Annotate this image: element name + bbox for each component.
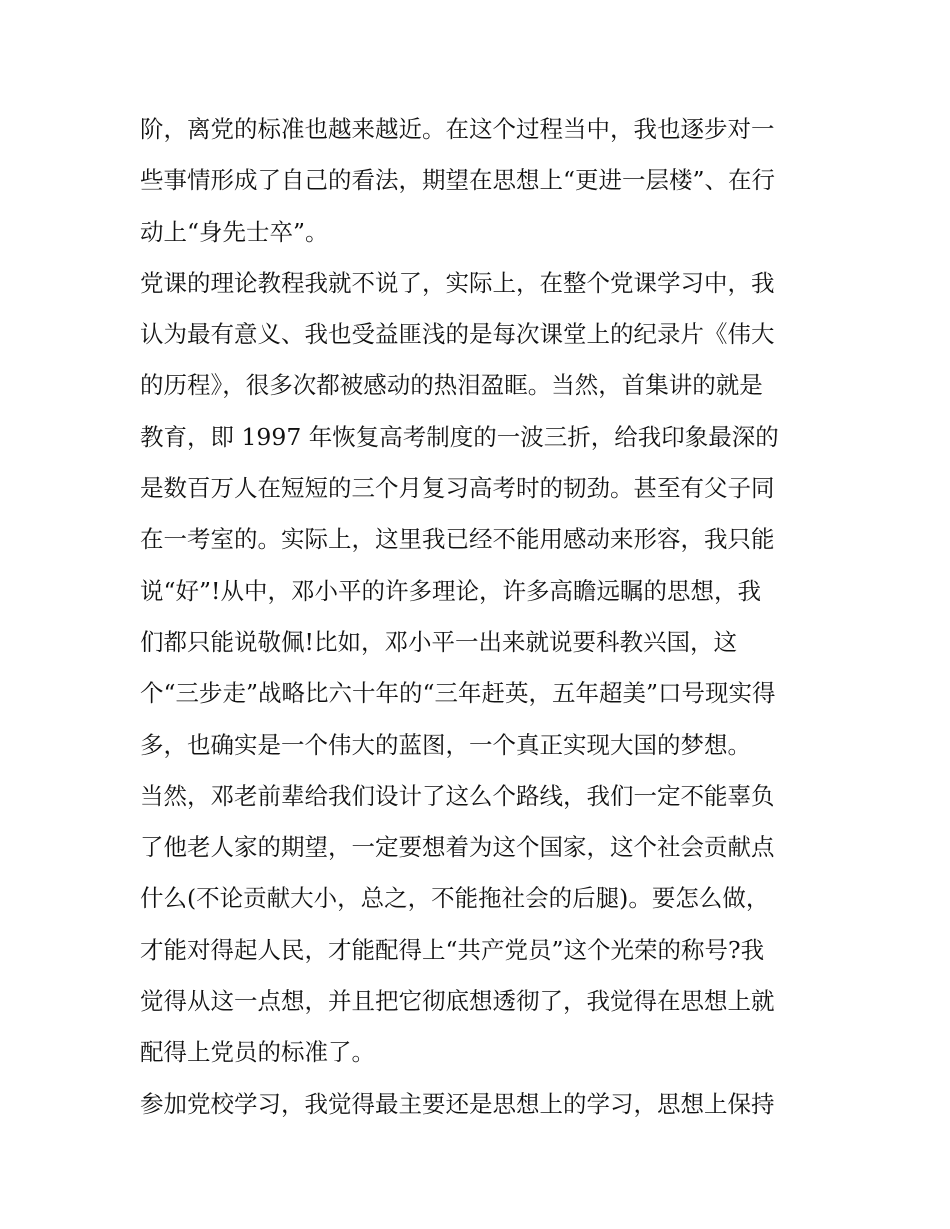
text-line: 多，也确实是一个伟大的蓝图，一个真正实现大国的梦想。 bbox=[140, 730, 751, 759]
body-text bbox=[140, 104, 820, 1130]
text-line: 些事情形成了自己的看法，期望在思想上“更进一层楼”、在行 bbox=[140, 166, 776, 195]
text-line: 党课的理论教程我就不说了，实际上，在整个党课学习中，我 bbox=[140, 268, 775, 297]
text-line: 觉得从这一点想，并且把它彻底想透彻了，我觉得在思想上就 bbox=[140, 987, 775, 1016]
text-line: 个“三步走”战略比六十年的“三年赶英，五年超美”口号现实得 bbox=[140, 679, 776, 708]
text-line: 在一考室的。实际上，这里我已经不能用感动来形容，我只能 bbox=[140, 525, 775, 554]
text-line: 动上“身先士卒”。 bbox=[140, 217, 329, 246]
text-line: 们都只能说敬佩!比如，邓小平一出来就说要科教兴国，这 bbox=[140, 627, 737, 656]
text-line: 是数百万人在短短的三个月复习高考时的韧劲。甚至有父子同 bbox=[140, 474, 775, 503]
text-line: 才能对得起人民，才能配得上“共产党员”这个光荣的称号?我 bbox=[140, 935, 765, 964]
text-line: 当然，邓老前辈给我们设计了这么个路线，我们一定不能辜负 bbox=[140, 781, 775, 810]
text-line: 教育，即 1997 年恢复高考制度的一波三折，给我印象最深的 bbox=[140, 422, 779, 451]
text-line: 认为最有意义、我也受益匪浅的是每次课堂上的纪录片《伟大 bbox=[140, 320, 775, 349]
text-line: 参加党校学习，我觉得最主要还是思想上的学习，思想上保持 bbox=[140, 1089, 775, 1118]
text-line: 什么(不论贡献大小，总之，不能拖社会的后腿)。要怎么做， bbox=[140, 884, 770, 913]
text-line: 说“好”!从中，邓小平的许多理论，许多高瞻远瞩的思想，我 bbox=[140, 576, 761, 605]
text-line: 阶，离党的标准也越来越近。在这个过程当中，我也逐步对一 bbox=[140, 115, 775, 143]
text-line: 的历程》，很多次都被感动的热泪盈眶。当然，首集讲的就是 bbox=[140, 371, 763, 400]
text-line: 配得上党员的标准了。 bbox=[140, 1038, 375, 1067]
text-line: 了他老人家的期望，一定要想着为这个国家，这个社会贡献点 bbox=[140, 833, 775, 862]
